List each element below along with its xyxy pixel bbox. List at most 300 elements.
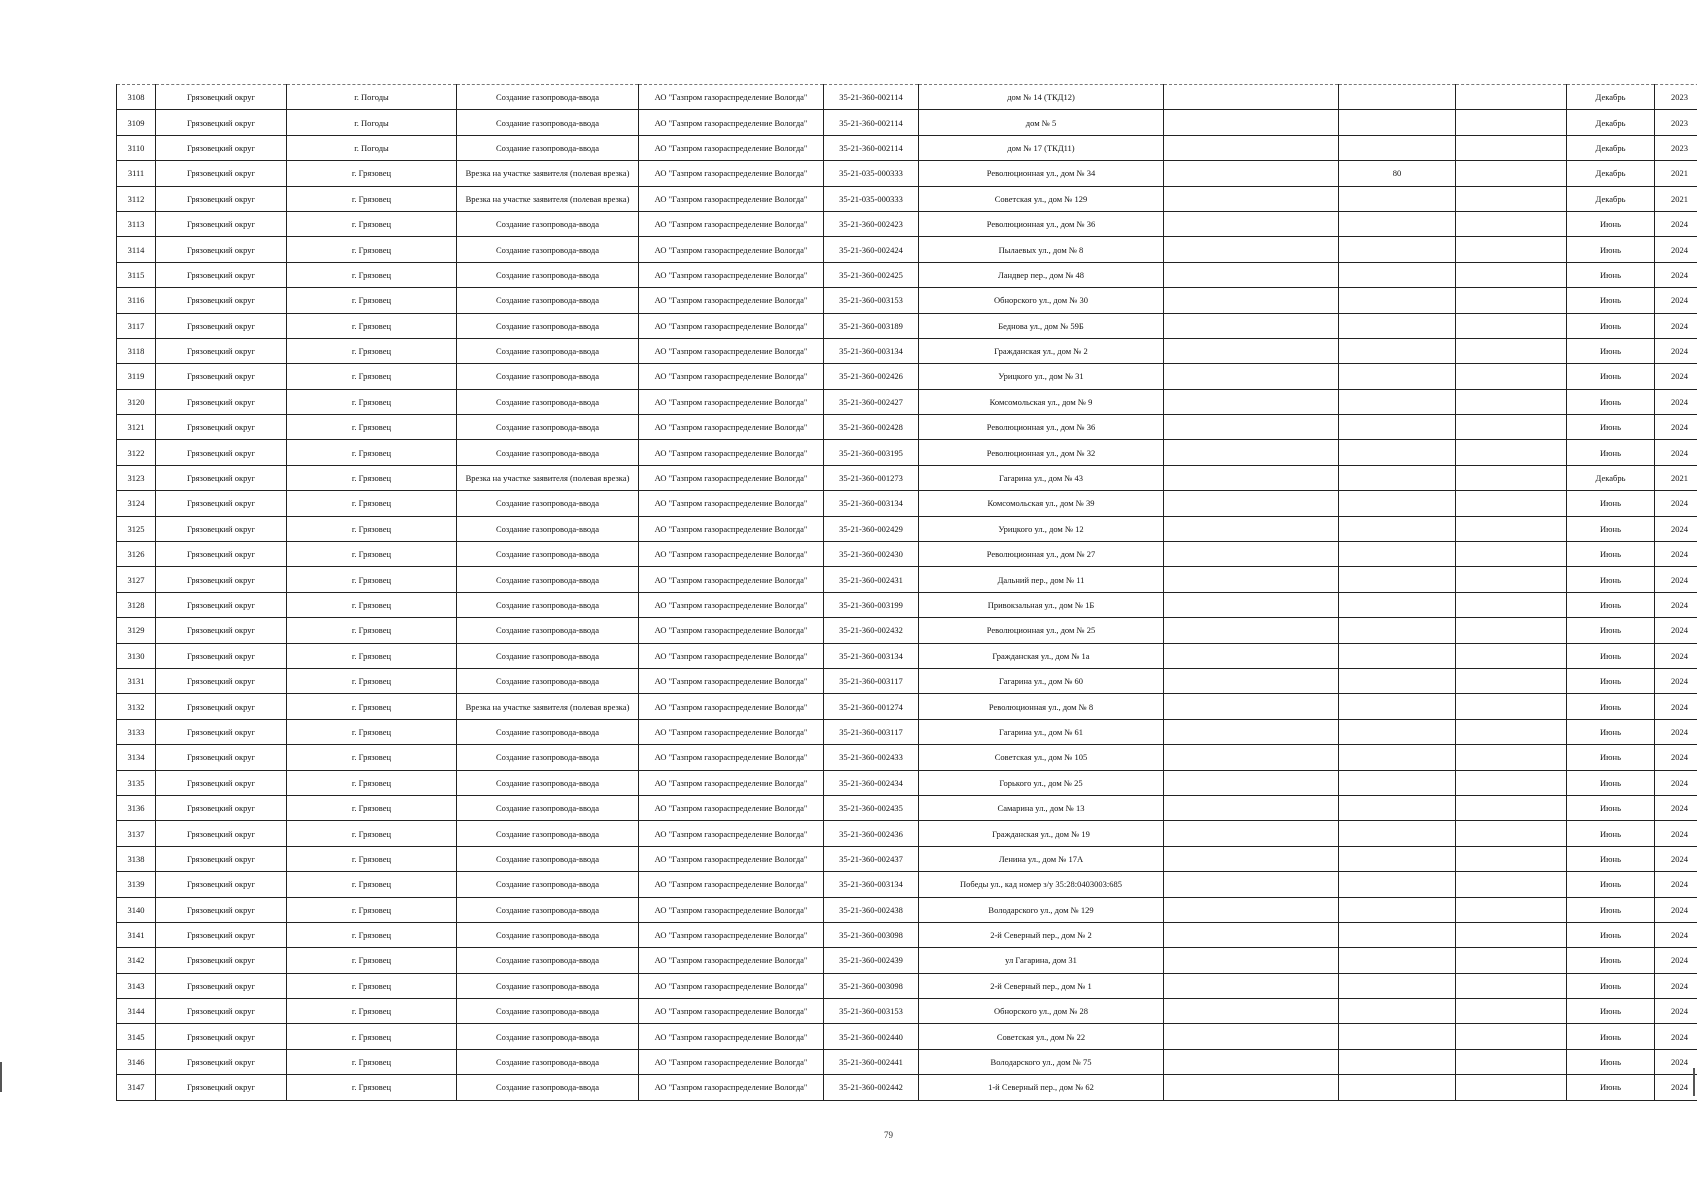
code-cell: 35-21-360-002423 [824, 211, 919, 236]
address-cell: Привокзальная ул., дом № 1Б [919, 592, 1164, 617]
row-number-cell: 3132 [117, 694, 156, 719]
locality-cell: г. Грязовец [287, 1075, 457, 1100]
organization-cell: АО "Газпром газораспределение Вологда" [639, 186, 824, 211]
value-cell [1339, 821, 1456, 846]
district-cell: Грязовецкий округ [156, 770, 287, 795]
empty-cell [1456, 1075, 1567, 1100]
work-type-cell: Создание газопровода-ввода [457, 440, 639, 465]
organization-cell: АО "Газпром газораспределение Вологда" [639, 872, 824, 897]
locality-cell: г. Грязовец [287, 542, 457, 567]
code-cell: 35-21-035-000333 [824, 186, 919, 211]
value-cell [1339, 973, 1456, 998]
month-cell: Июнь [1567, 770, 1655, 795]
value-cell [1339, 491, 1456, 516]
table-row [117, 618, 1697, 643]
value-cell [1339, 211, 1456, 236]
organization-cell: АО "Газпром газораспределение Вологда" [639, 542, 824, 567]
empty-cell [1164, 85, 1339, 110]
address-cell: Советская ул., дом № 105 [919, 745, 1164, 770]
table-row [117, 795, 1697, 820]
locality-cell: г. Грязовец [287, 262, 457, 287]
month-cell: Июнь [1567, 262, 1655, 287]
empty-cell [1456, 567, 1567, 592]
address-cell: Урицкого ул., дом № 12 [919, 516, 1164, 541]
work-type-cell: Создание газопровода-ввода [457, 668, 639, 693]
organization-cell: АО "Газпром газораспределение Вологда" [639, 440, 824, 465]
table-row [117, 948, 1697, 973]
work-type-cell: Создание газопровода-ввода [457, 795, 639, 820]
value-cell [1339, 542, 1456, 567]
locality-cell: г. Грязовец [287, 338, 457, 363]
empty-cell [1456, 262, 1567, 287]
left-edge-mark [0, 1062, 2, 1092]
empty-cell [1456, 288, 1567, 313]
code-cell: 35-21-360-002431 [824, 567, 919, 592]
work-type-cell: Создание газопровода-ввода [457, 922, 639, 947]
month-cell: Июнь [1567, 491, 1655, 516]
page-number: 79 [884, 1130, 893, 1140]
year-cell: 2024 [1655, 999, 1697, 1024]
year-cell: 2021 [1655, 161, 1697, 186]
value-cell [1339, 288, 1456, 313]
empty-cell [1456, 643, 1567, 668]
address-cell: Революционная ул., дом № 36 [919, 415, 1164, 440]
empty-cell [1456, 542, 1567, 567]
row-number-cell: 3124 [117, 491, 156, 516]
year-cell: 2024 [1655, 288, 1697, 313]
empty-cell [1164, 922, 1339, 947]
month-cell: Июнь [1567, 618, 1655, 643]
empty-cell [1164, 618, 1339, 643]
row-number-cell: 3119 [117, 364, 156, 389]
empty-cell [1456, 719, 1567, 744]
row-number-cell: 3114 [117, 237, 156, 262]
empty-cell [1164, 795, 1339, 820]
organization-cell: АО "Газпром газораспределение Вологда" [639, 592, 824, 617]
code-cell: 35-21-360-002114 [824, 135, 919, 160]
locality-cell: г. Погоды [287, 85, 457, 110]
value-cell [1339, 237, 1456, 262]
year-cell: 2024 [1655, 389, 1697, 414]
code-cell: 35-21-360-002426 [824, 364, 919, 389]
locality-cell: г. Грязовец [287, 872, 457, 897]
table-row [117, 643, 1697, 668]
locality-cell: г. Грязовец [287, 161, 457, 186]
row-number-cell: 3108 [117, 85, 156, 110]
value-cell [1339, 745, 1456, 770]
district-cell: Грязовецкий округ [156, 364, 287, 389]
value-cell [1339, 110, 1456, 135]
month-cell: Июнь [1567, 364, 1655, 389]
empty-cell [1456, 745, 1567, 770]
year-cell: 2024 [1655, 1075, 1697, 1100]
month-cell: Июнь [1567, 973, 1655, 998]
empty-cell [1164, 668, 1339, 693]
organization-cell: АО "Газпром газораспределение Вологда" [639, 465, 824, 490]
organization-cell: АО "Газпром газораспределение Вологда" [639, 745, 824, 770]
organization-cell: АО "Газпром газораспределение Вологда" [639, 643, 824, 668]
district-cell: Грязовецкий округ [156, 186, 287, 211]
work-type-cell: Создание газопровода-ввода [457, 872, 639, 897]
value-cell [1339, 85, 1456, 110]
empty-cell [1164, 694, 1339, 719]
locality-cell: г. Грязовец [287, 1024, 457, 1049]
row-number-cell: 3139 [117, 872, 156, 897]
row-number-cell: 3112 [117, 186, 156, 211]
organization-cell: АО "Газпром газораспределение Вологда" [639, 211, 824, 236]
address-cell: Дальний пер., дом № 11 [919, 567, 1164, 592]
empty-cell [1164, 135, 1339, 160]
district-cell: Грязовецкий округ [156, 618, 287, 643]
work-type-cell: Создание газопровода-ввода [457, 364, 639, 389]
row-number-cell: 3143 [117, 973, 156, 998]
empty-cell [1456, 922, 1567, 947]
locality-cell: г. Грязовец [287, 770, 457, 795]
code-cell: 35-21-360-002432 [824, 618, 919, 643]
empty-cell [1456, 237, 1567, 262]
value-cell [1339, 592, 1456, 617]
code-cell: 35-21-360-002441 [824, 1049, 919, 1074]
organization-cell: АО "Газпром газораспределение Вологда" [639, 999, 824, 1024]
document-sheet [116, 84, 1688, 1101]
organization-cell: АО "Газпром газораспределение Вологда" [639, 262, 824, 287]
work-type-cell: Создание газопровода-ввода [457, 415, 639, 440]
empty-cell [1164, 237, 1339, 262]
empty-cell [1456, 694, 1567, 719]
year-cell: 2024 [1655, 821, 1697, 846]
year-cell: 2024 [1655, 846, 1697, 871]
table-row [117, 668, 1697, 693]
address-cell: Комсомольская ул., дом № 9 [919, 389, 1164, 414]
organization-cell: АО "Газпром газораспределение Вологда" [639, 237, 824, 262]
address-cell: Революционная ул., дом № 27 [919, 542, 1164, 567]
month-cell: Июнь [1567, 542, 1655, 567]
empty-cell [1456, 821, 1567, 846]
district-cell: Грязовецкий округ [156, 237, 287, 262]
value-cell [1339, 465, 1456, 490]
empty-cell [1164, 872, 1339, 897]
month-cell: Июнь [1567, 745, 1655, 770]
work-type-cell: Создание газопровода-ввода [457, 567, 639, 592]
empty-cell [1164, 211, 1339, 236]
year-cell: 2024 [1655, 719, 1697, 744]
empty-cell [1164, 415, 1339, 440]
empty-cell [1456, 973, 1567, 998]
address-cell: Революционная ул., дом № 25 [919, 618, 1164, 643]
month-cell: Июнь [1567, 643, 1655, 668]
address-cell: Володарского ул., дом № 75 [919, 1049, 1164, 1074]
district-cell: Грязовецкий округ [156, 465, 287, 490]
address-cell: Комсомольская ул., дом № 39 [919, 491, 1164, 516]
empty-cell [1164, 389, 1339, 414]
work-type-cell: Создание газопровода-ввода [457, 135, 639, 160]
locality-cell: г. Грязовец [287, 288, 457, 313]
table-row [117, 973, 1697, 998]
empty-cell [1456, 592, 1567, 617]
locality-cell: г. Грязовец [287, 237, 457, 262]
address-cell: Революционная ул., дом № 34 [919, 161, 1164, 186]
code-cell: 35-21-360-002433 [824, 745, 919, 770]
table-row [117, 872, 1697, 897]
empty-cell [1456, 211, 1567, 236]
locality-cell: г. Грязовец [287, 719, 457, 744]
table-row [117, 745, 1697, 770]
year-cell: 2024 [1655, 262, 1697, 287]
district-cell: Грязовецкий округ [156, 415, 287, 440]
address-cell: Советская ул., дом № 129 [919, 186, 1164, 211]
empty-cell [1456, 389, 1567, 414]
year-cell: 2024 [1655, 618, 1697, 643]
district-cell: Грязовецкий округ [156, 643, 287, 668]
organization-cell: АО "Газпром газораспределение Вологда" [639, 338, 824, 363]
code-cell: 35-21-360-002424 [824, 237, 919, 262]
organization-cell: АО "Газпром газораспределение Вологда" [639, 364, 824, 389]
work-type-cell: Создание газопровода-ввода [457, 1024, 639, 1049]
district-cell: Грязовецкий округ [156, 262, 287, 287]
table-row [117, 313, 1697, 338]
organization-cell: АО "Газпром газораспределение Вологда" [639, 922, 824, 947]
year-cell: 2024 [1655, 542, 1697, 567]
year-cell: 2024 [1655, 440, 1697, 465]
organization-cell: АО "Газпром газораспределение Вологда" [639, 1049, 824, 1074]
address-cell: Пылаевых ул., дом № 8 [919, 237, 1164, 262]
empty-cell [1456, 897, 1567, 922]
organization-cell: АО "Газпром газораспределение Вологда" [639, 516, 824, 541]
work-type-cell: Создание газопровода-ввода [457, 897, 639, 922]
table-row [117, 516, 1697, 541]
row-number-cell: 3113 [117, 211, 156, 236]
work-type-cell: Врезка на участке заявителя (полевая врезка) [457, 161, 639, 186]
table-row [117, 1024, 1697, 1049]
value-cell [1339, 770, 1456, 795]
table-row [117, 211, 1697, 236]
code-cell: 35-21-360-002425 [824, 262, 919, 287]
work-type-cell: Создание газопровода-ввода [457, 110, 639, 135]
locality-cell: г. Грязовец [287, 973, 457, 998]
code-cell: 35-21-360-003189 [824, 313, 919, 338]
address-cell: Горького ул., дом № 25 [919, 770, 1164, 795]
table-row [117, 135, 1697, 160]
value-cell [1339, 186, 1456, 211]
table-body [117, 85, 1697, 1101]
district-cell: Грязовецкий округ [156, 999, 287, 1024]
table-row [117, 85, 1697, 110]
year-cell: 2023 [1655, 110, 1697, 135]
row-number-cell: 3117 [117, 313, 156, 338]
district-cell: Грязовецкий округ [156, 110, 287, 135]
address-cell: Володарского ул., дом № 129 [919, 897, 1164, 922]
code-cell: 35-21-360-002430 [824, 542, 919, 567]
empty-cell [1456, 415, 1567, 440]
table-row [117, 465, 1697, 490]
organization-cell: АО "Газпром газораспределение Вологда" [639, 110, 824, 135]
month-cell: Июнь [1567, 1075, 1655, 1100]
year-cell: 2024 [1655, 313, 1697, 338]
value-cell [1339, 262, 1456, 287]
organization-cell: АО "Газпром газораспределение Вологда" [639, 719, 824, 744]
district-cell: Грязовецкий округ [156, 592, 287, 617]
organization-cell: АО "Газпром газораспределение Вологда" [639, 567, 824, 592]
empty-cell [1164, 491, 1339, 516]
organization-cell: АО "Газпром газораспределение Вологда" [639, 973, 824, 998]
work-type-cell: Создание газопровода-ввода [457, 542, 639, 567]
work-type-cell: Создание газопровода-ввода [457, 1049, 639, 1074]
table-row [117, 922, 1697, 947]
address-cell: Ленина ул., дом № 17А [919, 846, 1164, 871]
locality-cell: г. Грязовец [287, 668, 457, 693]
organization-cell: АО "Газпром газораспределение Вологда" [639, 1024, 824, 1049]
row-number-cell: 3121 [117, 415, 156, 440]
table-row [117, 1049, 1697, 1074]
address-cell: Революционная ул., дом № 36 [919, 211, 1164, 236]
row-number-cell: 3133 [117, 719, 156, 744]
code-cell: 35-21-360-002442 [824, 1075, 919, 1100]
address-cell: Гагарина ул., дом № 60 [919, 668, 1164, 693]
organization-cell: АО "Газпром газораспределение Вологда" [639, 948, 824, 973]
year-cell: 2024 [1655, 795, 1697, 820]
address-cell: Ландвер пер., дом № 48 [919, 262, 1164, 287]
district-cell: Грязовецкий округ [156, 516, 287, 541]
organization-cell: АО "Газпром газораспределение Вологда" [639, 135, 824, 160]
table-row [117, 846, 1697, 871]
address-cell: Обнорского ул., дом № 30 [919, 288, 1164, 313]
code-cell: 35-21-360-002437 [824, 846, 919, 871]
district-cell: Грязовецкий округ [156, 1049, 287, 1074]
locality-cell: г. Грязовец [287, 313, 457, 338]
code-cell: 35-21-360-003134 [824, 491, 919, 516]
table-row [117, 567, 1697, 592]
empty-cell [1164, 770, 1339, 795]
month-cell: Июнь [1567, 237, 1655, 262]
code-cell: 35-21-360-002435 [824, 795, 919, 820]
empty-cell [1164, 592, 1339, 617]
code-cell: 35-21-360-002438 [824, 897, 919, 922]
row-number-cell: 3127 [117, 567, 156, 592]
empty-cell [1456, 364, 1567, 389]
empty-cell [1456, 999, 1567, 1024]
district-cell: Грязовецкий округ [156, 491, 287, 516]
empty-cell [1164, 1049, 1339, 1074]
empty-cell [1164, 262, 1339, 287]
address-cell: дом № 17 (ТКД11) [919, 135, 1164, 160]
organization-cell: АО "Газпром газораспределение Вологда" [639, 618, 824, 643]
district-cell: Грязовецкий округ [156, 211, 287, 236]
address-cell: Гражданская ул., дом № 1а [919, 643, 1164, 668]
empty-cell [1456, 770, 1567, 795]
code-cell: 35-21-360-002114 [824, 85, 919, 110]
table-row [117, 262, 1697, 287]
empty-cell [1164, 465, 1339, 490]
empty-cell [1456, 668, 1567, 693]
address-cell: Урицкого ул., дом № 31 [919, 364, 1164, 389]
work-type-cell: Врезка на участке заявителя (полевая врезка) [457, 465, 639, 490]
table-row [117, 338, 1697, 363]
organization-cell: АО "Газпром газораспределение Вологда" [639, 288, 824, 313]
organization-cell: АО "Газпром газораспределение Вологда" [639, 795, 824, 820]
month-cell: Июнь [1567, 694, 1655, 719]
code-cell: 35-21-360-003117 [824, 719, 919, 744]
year-cell: 2024 [1655, 668, 1697, 693]
value-cell [1339, 897, 1456, 922]
empty-cell [1164, 821, 1339, 846]
code-cell: 35-21-035-000333 [824, 161, 919, 186]
district-cell: Грязовецкий округ [156, 161, 287, 186]
address-cell: 2-й Северный пер., дом № 1 [919, 973, 1164, 998]
empty-cell [1164, 948, 1339, 973]
district-cell: Грязовецкий округ [156, 846, 287, 871]
district-cell: Грязовецкий округ [156, 897, 287, 922]
gas-connection-table [116, 84, 1697, 1101]
work-type-cell: Создание газопровода-ввода [457, 288, 639, 313]
month-cell: Декабрь [1567, 85, 1655, 110]
locality-cell: г. Грязовец [287, 1049, 457, 1074]
work-type-cell: Создание газопровода-ввода [457, 313, 639, 338]
empty-cell [1164, 338, 1339, 363]
month-cell: Декабрь [1567, 186, 1655, 211]
empty-cell [1456, 313, 1567, 338]
locality-cell: г. Грязовец [287, 592, 457, 617]
empty-cell [1164, 719, 1339, 744]
organization-cell: АО "Газпром газораспределение Вологда" [639, 491, 824, 516]
work-type-cell: Создание газопровода-ввода [457, 846, 639, 871]
organization-cell: АО "Газпром газораспределение Вологда" [639, 770, 824, 795]
table-row [117, 288, 1697, 313]
row-number-cell: 3109 [117, 110, 156, 135]
district-cell: Грязовецкий округ [156, 719, 287, 744]
value-cell [1339, 694, 1456, 719]
locality-cell: г. Грязовец [287, 186, 457, 211]
code-cell: 35-21-360-002429 [824, 516, 919, 541]
locality-cell: г. Грязовец [287, 897, 457, 922]
district-cell: Грязовецкий округ [156, 288, 287, 313]
work-type-cell: Врезка на участке заявителя (полевая врезка) [457, 186, 639, 211]
row-number-cell: 3147 [117, 1075, 156, 1100]
organization-cell: АО "Газпром газораспределение Вологда" [639, 694, 824, 719]
month-cell: Декабрь [1567, 161, 1655, 186]
row-number-cell: 3125 [117, 516, 156, 541]
table-row [117, 186, 1697, 211]
district-cell: Грязовецкий округ [156, 795, 287, 820]
table-row [117, 491, 1697, 516]
month-cell: Июнь [1567, 948, 1655, 973]
month-cell: Декабрь [1567, 465, 1655, 490]
organization-cell: АО "Газпром газораспределение Вологда" [639, 85, 824, 110]
code-cell: 35-21-360-003098 [824, 922, 919, 947]
month-cell: Июнь [1567, 897, 1655, 922]
empty-cell [1456, 872, 1567, 897]
empty-cell [1456, 846, 1567, 871]
table-row [117, 161, 1697, 186]
row-number-cell: 3111 [117, 161, 156, 186]
row-number-cell: 3116 [117, 288, 156, 313]
year-cell: 2021 [1655, 186, 1697, 211]
value-cell: 80 [1339, 161, 1456, 186]
organization-cell: АО "Газпром газораспределение Вологда" [639, 821, 824, 846]
row-number-cell: 3120 [117, 389, 156, 414]
address-cell: Революционная ул., дом № 8 [919, 694, 1164, 719]
code-cell: 35-21-360-003098 [824, 973, 919, 998]
organization-cell: АО "Газпром газораспределение Вологда" [639, 846, 824, 871]
address-cell: ул Гагарина, дом 31 [919, 948, 1164, 973]
code-cell: 35-21-360-003199 [824, 592, 919, 617]
row-number-cell: 3118 [117, 338, 156, 363]
empty-cell [1164, 999, 1339, 1024]
address-cell: дом № 14 (ТКД12) [919, 85, 1164, 110]
empty-cell [1456, 795, 1567, 820]
address-cell: Гражданская ул., дом № 19 [919, 821, 1164, 846]
work-type-cell: Создание газопровода-ввода [457, 770, 639, 795]
table-row [117, 364, 1697, 389]
